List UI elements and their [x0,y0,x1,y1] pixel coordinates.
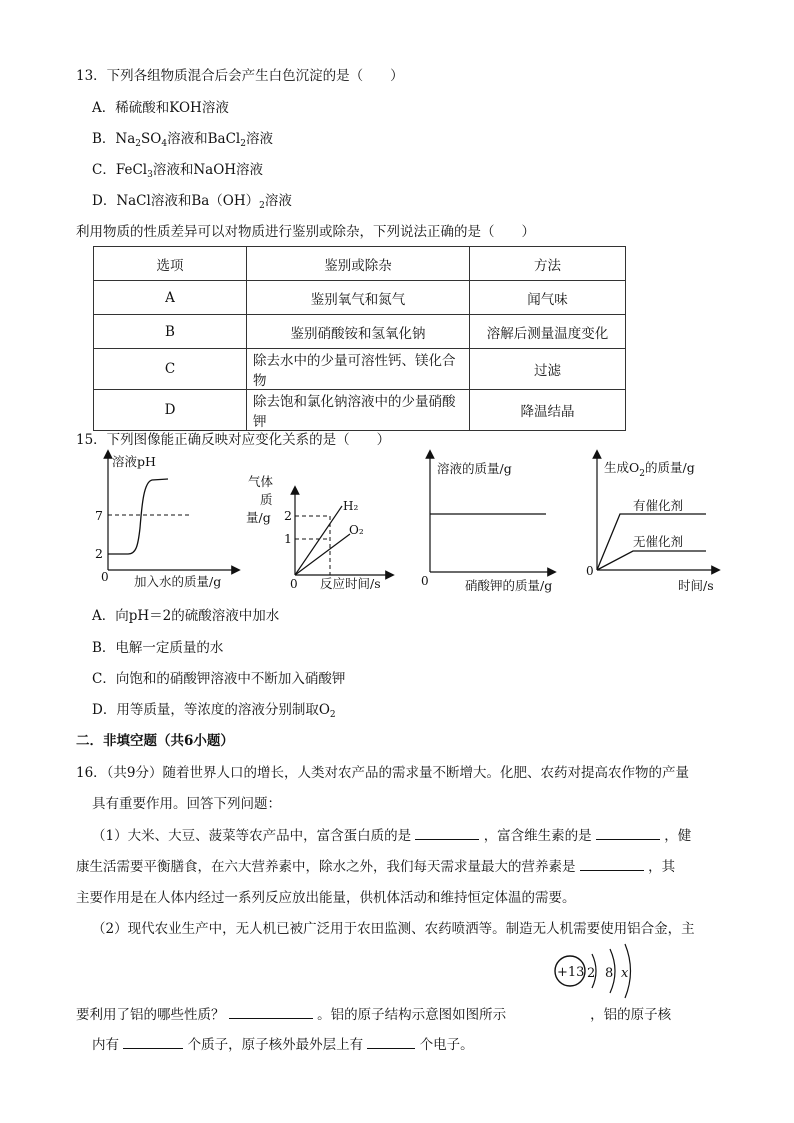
q15-option-a: A．向pH＝2的硫酸溶液中加水 [92,608,280,624]
q15-option-d: D．用等质量，等浓度的溶液分别制取$O_2$ [92,702,336,720]
graph-b-ylabel-2: 质 [260,492,273,507]
table-row [94,390,626,431]
graph-b-tick-2: 2 [284,508,292,523]
q15-option-c: C．向饱和的硝酸钾溶液中不断加入硝酸钾 [92,671,346,687]
table-cell: 除去水中的少量可溶性钙、镁化合物 [247,349,470,390]
graph-a-tick-2: 2 [95,546,103,561]
q13-stem: 13．下列各组物质混合后会产生白色沉淀的是（ ） [76,68,404,84]
q16-part1-line-1: （1）大米、大豆、菠菜等农产品中，富含蛋白质的是 ，富含维生素的是 ，健 [92,824,691,844]
q14-stem: 利用物质的性质差异可以对物质进行鉴别或除杂，下列说法正确的是（ ） [76,224,535,240]
graph-a [95,454,236,589]
table-cell: 闻气味 [470,281,626,315]
graph-b-ylabel-3: 量/g [246,510,271,525]
q16-line-2: 具有重要作用。回答下列问题： [92,796,281,812]
graph-a-tick-7: 7 [95,508,103,523]
q15-stem: 15．下列图像能正确反映对应变化关系的是（ ） [76,432,391,448]
graph-d [586,454,716,593]
answer-blank[interactable] [580,856,644,871]
graph-b [246,474,390,591]
graph-a-ylabel: 溶液pH [112,454,156,469]
q13-option-c: C．FeCl$_3$溶液和NaOH溶液 [92,162,264,180]
atom-shell-1-electrons: 2 [587,966,596,981]
graph-a-curve [108,479,168,554]
q16-part1-line-3: 主要作用是在人体内经过一系列反应放出能量，供机体活动和维持恒定体温的需要。 [76,890,576,906]
answer-blank[interactable] [367,1034,415,1049]
graph-c [421,454,552,593]
table-header: 方法 [470,247,626,281]
answer-blank[interactable] [229,1004,313,1019]
table-cell: B [94,315,247,349]
q15-graphs [0,448,794,598]
graph-d-nocatalyst-label: 无催化剂 [633,534,684,549]
graph-b-xlabel: 反应时间/s [320,576,381,591]
table-cell: 鉴别硝酸铵和氢氧化钠 [247,315,470,349]
table-cell: 降温结晶 [470,390,626,431]
graph-d-catalyst-label: 有催化剂 [633,498,684,513]
atom-shell-2-electrons: 8 [605,966,614,981]
table-cell: 过滤 [470,349,626,390]
section-2-title: 二．非填空题（共6小题） [76,733,234,749]
q14-table [93,246,626,431]
table-cell: A [94,281,247,315]
graph-c-origin: 0 [421,574,429,588]
graph-d-nocatalyst-line [597,551,706,570]
table-cell: 鉴别氧气和氮气 [247,281,470,315]
atom-shell-3-electrons: x [621,966,629,981]
q13-option-d: D．NaCl溶液和$Ba(OH)_2$溶液 [92,193,292,211]
q16-line-1: 16．（共9分）随着世界人口的增长，人类对农产品的需求量不断增大。化肥、农药对提高农作物的产量 [76,765,690,781]
graph-b-h2-label: H₂ [343,499,359,513]
table-header-row [94,247,626,281]
answer-blank[interactable] [123,1034,183,1049]
q16-part1-line-2: 康生活需要平衡膳食，在六大营养素中，除水之外，我们每天需求量最大的营养素是 ，其 [76,855,675,875]
atom-nucleus-charge: +13 [557,965,585,980]
graph-b-origin: 0 [290,577,298,591]
table-cell: D [94,390,247,431]
q16-part2-line-3: 内有 个质子，原子核外最外层上有 个电子。 [92,1033,474,1053]
graph-b-o2-line [295,534,350,575]
q13-option-b: B．$Na_2SO_4$溶液和BaCl$_2$溶液 [92,131,273,149]
graph-d-origin: 0 [586,564,594,578]
table-cell: 除去饱和氯化钠溶液中的少量硝酸钾 [247,390,470,431]
table-cell: C [94,349,247,390]
table-row [94,349,626,390]
graph-d-ylabel: 生成$O_2$的质量/g [604,460,695,479]
graph-a-xlabel: 加入水的质量/g [134,574,222,589]
q16-part2-line-2: 要利用了铝的哪些性质？ 。铝的原子结构示意图如图所示 ，铝的原子核 [76,1003,671,1023]
graph-b-ylabel-1: 气体 [248,474,274,489]
q16-part2-line-1: （2）现代农业生产中，无人机已被广泛用于农田监测、农药喷洒等。制造无人机需要使用铝合金，主 [92,921,695,937]
table-header: 鉴别或除杂 [247,247,470,281]
table-row [94,315,626,349]
table-header: 选项 [94,247,247,281]
graph-b-o2-label: O₂ [349,523,364,537]
graph-b-tick-1: 1 [284,531,292,546]
aluminum-atom-diagram [548,938,642,1002]
table-cell: 溶解后测量温度变化 [470,315,626,349]
q15-option-b: B．电解一定质量的水 [92,640,224,656]
graph-a-origin: 0 [101,570,109,584]
table-row [94,281,626,315]
q13-option-a: A．稀硫酸和KOH溶液 [92,100,229,116]
graph-d-xlabel: 时间/s [678,578,714,593]
graph-c-xlabel: 硝酸钾的质量/g [465,578,553,593]
answer-blank[interactable] [596,825,660,840]
answer-blank[interactable] [415,825,479,840]
graph-c-ylabel: 溶液的质量/g [437,461,512,476]
